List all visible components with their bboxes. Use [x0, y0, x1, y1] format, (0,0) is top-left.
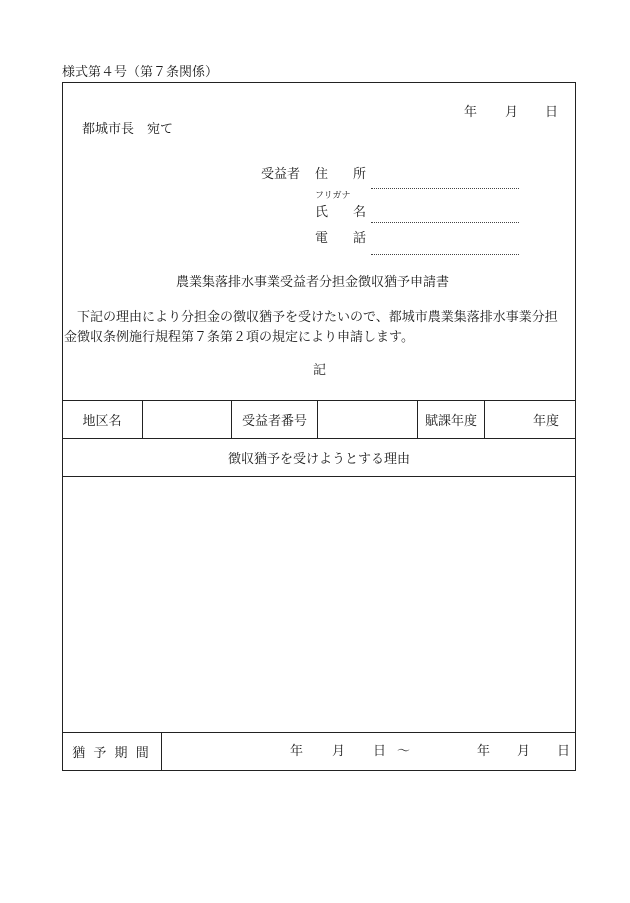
furigana-label: フリガナ	[315, 191, 351, 201]
district-label: 地区名	[82, 413, 122, 429]
address-label: 住 所	[315, 167, 373, 182]
period-end-month: 月	[517, 744, 531, 759]
date-day: 日	[545, 105, 559, 120]
beneficiary-number-input[interactable]	[318, 400, 417, 438]
name-field-line[interactable]	[371, 222, 519, 223]
address-field-line[interactable]	[371, 188, 519, 189]
tax-year-suffix: 年度	[532, 413, 559, 429]
date-month: 月	[505, 105, 519, 120]
ki-label: 記	[313, 363, 327, 378]
period-tilde: ～	[397, 744, 411, 759]
name-label: 氏 名	[315, 205, 373, 220]
period-start-month: 月	[332, 744, 346, 759]
period-end-year: 年	[477, 744, 491, 759]
period-label: 猶 予 期 間	[72, 746, 151, 761]
date-year: 年	[464, 105, 478, 120]
reason-header: 徴収猶予を受けようとする理由	[227, 451, 410, 467]
phone-label: 電 話	[315, 231, 373, 246]
period-start-day: 日	[373, 744, 387, 759]
document-title: 農業集落排水事業受益者分担金徴収猶予申請書	[176, 275, 450, 290]
phone-field-line[interactable]	[371, 254, 519, 255]
form-number: 様式第４号（第７条関係）	[62, 65, 219, 80]
beneficiary-number-label: 受益者番号	[241, 413, 307, 429]
period-end-day: 日	[557, 744, 571, 759]
tax-year-label: 賦課年度	[424, 413, 477, 429]
reason-textarea[interactable]	[63, 477, 575, 732]
body-text: 下記の理由により分担金の徴収猶予を受けたいので、都城市農業集落排水事業分担金徴収条例施行規程第７条第２項の規定により申請します。	[64, 310, 558, 345]
addressee: 都城市長 宛て	[82, 122, 174, 137]
tax-year-field[interactable]	[485, 400, 575, 438]
applicant-role-label: 受益者	[261, 167, 301, 182]
period-start-year: 年	[290, 744, 304, 759]
district-input[interactable]	[143, 400, 231, 438]
